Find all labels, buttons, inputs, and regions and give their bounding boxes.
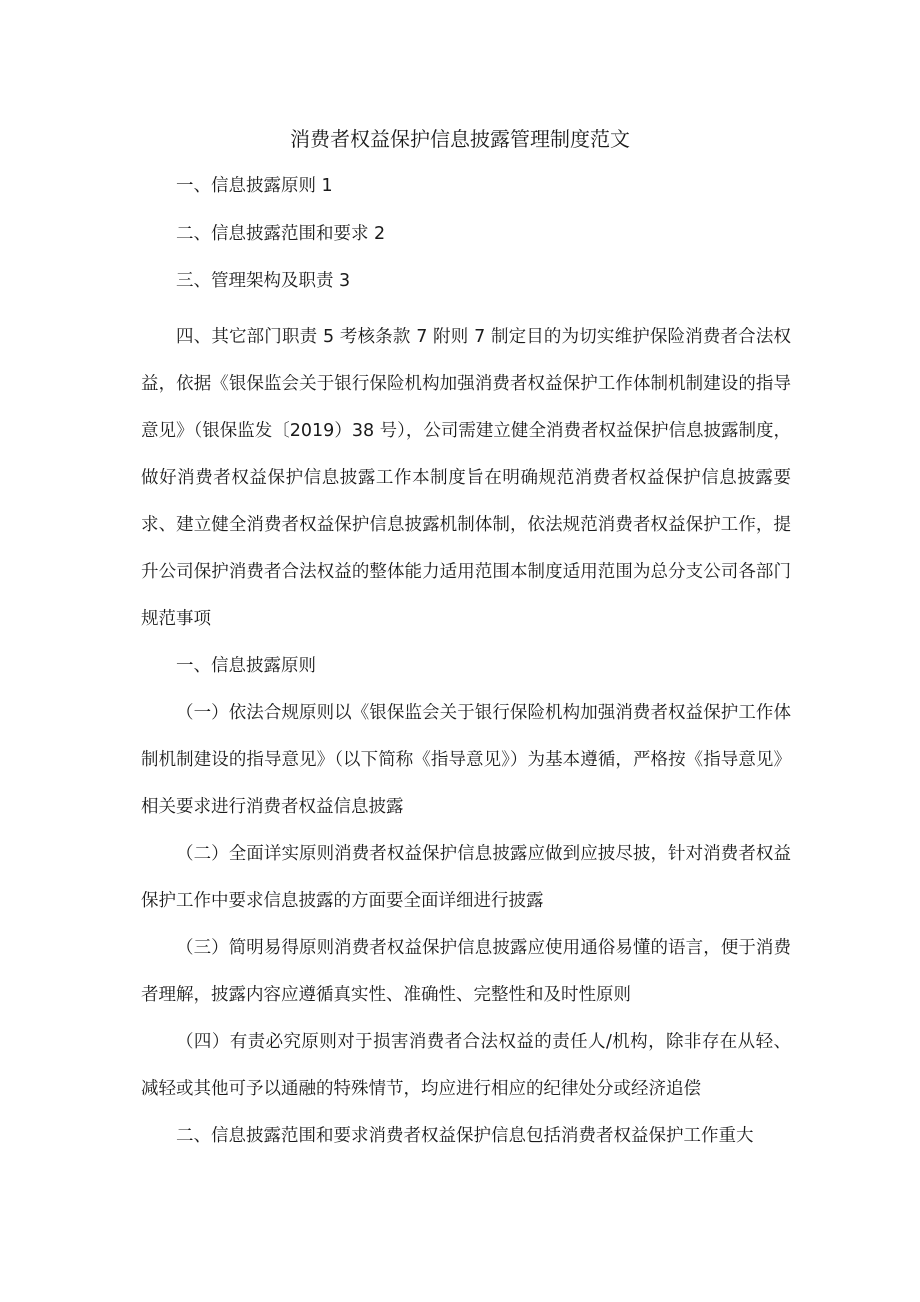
toc-item-2: 二、信息披露范围和要求 2	[176, 224, 386, 244]
paragraph-intro: 四、其它部门职责 5 考核条款 7 附则 7 制定目的为切实维护保险消费者合法权益，依据《银保监会关于银行保险机构加强消费者权益保护工作体制机制建设的指导意见》（银保监发〔2019）38 号），公司需建立健全消费者权益保护信息披露制度，做好消费者权益保护信息披露工作本制度旨在明确规范消费者权益保护信息披露要求、建立健全消费者权益保护信息披露机制体制，依法规范消费者权益保护工作，提升公司保护消费者合法权益的整体能力适用范围本制度适用范围为总分支公司各部门规范事项	[141, 327, 791, 629]
paragraph-principle-2: （二）全面详实原则消费者权益保护信息披露应做到应披尽披，针对消费者权益保护工作中要求信息披露的方面要全面详细进行披露	[141, 844, 791, 911]
body-text	[141, 314, 791, 1160]
document-title: 消费者权益保护信息披露管理制度范文	[290, 127, 630, 151]
paragraph-principle-4: （四）有责必究原则对于损害消费者合法权益的责任人/机构，除非存在从轻、减轻或其他可予以通融的特殊情节，均应进行相应的纪律处分或经济追偿	[141, 1032, 791, 1099]
paragraph-principle-3: （三）简明易得原则消费者权益保护信息披露应使用通俗易懂的语言，便于消费者理解，披露内容应遵循真实性、准确性、完整性和及时性原则	[141, 938, 791, 1005]
toc-item-3: 三、管理架构及职责 3	[176, 271, 351, 291]
section-heading-scope: 二、信息披露范围和要求消费者权益保护信息包括消费者权益保护工作重大	[176, 1126, 754, 1146]
toc-item-1: 一、信息披露原则 1	[176, 176, 333, 196]
section-heading-principles: 一、信息披露原则	[176, 656, 316, 676]
paragraph-principle-1: （一）依法合规原则以《银保监会关于银行保险机构加强消费者权益保护工作体制机制建设的指导意见》（以下简称《指导意见》）为基本遵循，严格按《指导意见》相关要求进行消费者权益信息披露	[141, 703, 791, 817]
